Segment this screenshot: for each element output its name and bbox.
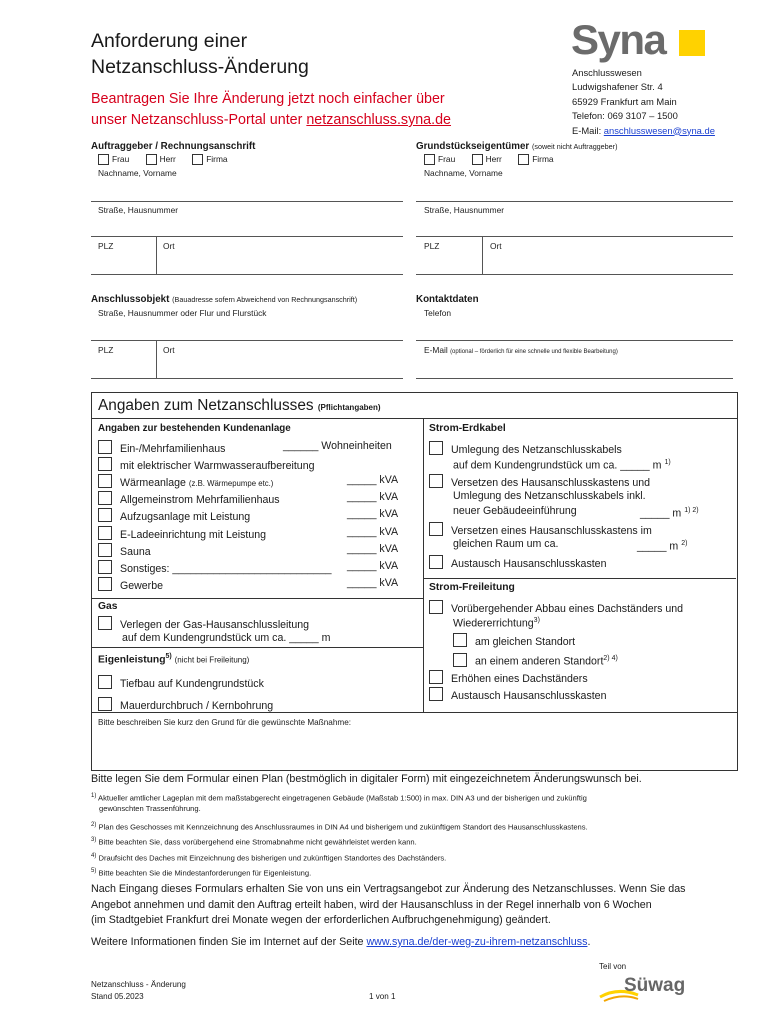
checkbox[interactable] [429,600,443,614]
checkbox[interactable] [98,577,112,591]
checkbox[interactable] [98,440,112,454]
divider [416,378,733,379]
footnote-3: $^{3)}$ Bitte beachten Sie, dass vorübergehend eine Stromabnahme nicht gewährleistet werden kann. [91,837,417,847]
checkbox[interactable] [98,543,112,557]
frei-gleicher-standort[interactable]: am gleichen Standort [453,633,575,649]
footnote-1-cont: gewünschten Trassenführung. [99,804,201,813]
footnote-1: $^{1)}$ Aktueller amtlicher Lageplan mit dem maßstabgerecht eingetragenen Gebäude (Maßstab 1:500) in max. DIN A3 und der bisherigen und zukünftig [91,793,587,803]
syna-logo [571,18,665,62]
gas-item-line2: auf dem Kundengrundstück um ca. _____ m [122,632,331,644]
email-field[interactable]: E-Mail (optional – förderlich für eine schnelle und flexible Bearbeitung) [424,345,618,355]
divider [91,340,403,341]
divider [91,236,403,237]
gas-item[interactable]: Verlegen der Gas-Hausanschlussleitung [98,616,309,632]
frei-abbau[interactable]: Vorübergehender Abbau eines Dachständers und [429,600,683,616]
checkbox[interactable] [429,670,443,684]
frei-anderer-standort[interactable]: an einem anderen Standort$^{2) 4)}$ [453,652,618,669]
name-field-right[interactable]: Nachname, Vorname [424,168,503,178]
footer-left: Netzanschluss - Änderung Stand 05.2023 [91,980,186,1001]
checkbox[interactable] [429,474,443,488]
divider [91,274,403,275]
ort-field-right[interactable]: Ort [490,241,502,251]
checkbox-herr[interactable] [146,154,157,165]
erd-hak-versetzen-line2: gleichen Raum um ca. [453,538,559,550]
item-allgemeinstrom[interactable]: Allgemeinstrom Mehrfamilienhaus [98,491,280,507]
ort-field-left[interactable]: Ort [163,241,175,251]
info-link[interactable]: www.syna.de/der-weg-zu-ihrem-netzanschluss [366,936,588,948]
checkbox[interactable] [429,522,443,536]
promo-text [91,89,451,131]
checkbox[interactable] [98,508,112,522]
checkbox-firma[interactable] [192,154,203,165]
erd-umlegung[interactable]: Umlegung des Netzanschlusskabels [429,441,622,457]
checkbox[interactable] [98,491,112,505]
footnote-4: $^{4)}$ Draufsicht des Daches mit Einzeichnung des bisherigen und zukünftigen Standortes des Dachständers. [91,853,447,863]
divider [91,378,403,379]
checkbox[interactable] [98,616,112,630]
erd-hak-versetzen[interactable]: Versetzen eines Hausanschlusskastens im [429,522,652,538]
item-aufzug[interactable]: Aufzugsanlage mit Leistung [98,508,250,524]
suewag-logo [598,973,698,1003]
checkbox-frau[interactable] [424,154,435,165]
checkbox[interactable] [453,653,467,667]
checkbox[interactable] [98,675,112,689]
street-field-left[interactable]: Straße, Hausnummer [98,205,179,215]
checkbox[interactable] [98,474,112,488]
divider [91,647,423,648]
frei-erhoehen[interactable]: Erhöhen eines Dachständers [429,670,588,686]
phone-field[interactable]: Telefon [424,308,452,318]
checkbox[interactable] [429,687,443,701]
title-line-1: Anforderung einer [91,30,248,52]
divider [91,201,403,202]
logo-wordmark: Syna [571,16,666,63]
checkbox[interactable] [429,441,443,455]
footnote-2: $^{2)}$ Plan des Geschosses mit Kennzeichnung des Anschlussraumes in DIN A4 und bisherigem und zukünftigem Standort des Hausanschlusskastens. [91,822,588,832]
unit-eladen: _____ kVA [347,526,399,538]
checkbox-frau[interactable] [98,154,109,165]
suewag-wordmark: Süwag [624,975,686,996]
teil-von: Teil von [599,962,627,971]
object-ort-field[interactable]: Ort [163,345,175,355]
divider [482,236,483,274]
gas-title: Gas [98,601,118,612]
unit-aufzug: _____ kVA [347,508,399,520]
plz-field-left[interactable]: PLZ [98,241,114,251]
checkbox[interactable] [98,560,112,574]
existing-title: Angaben zur bestehenden Kundenanlage [98,423,291,434]
unit-gewerbe: _____ kVA [347,577,399,589]
promo-line-1: Beantragen Sie Ihre Änderung jetzt noch einfacher über [91,91,445,107]
auftraggeber-title: Auftraggeber / Rechnungsanschrift [91,141,256,152]
divider [423,578,736,579]
checkbox-herr[interactable] [472,154,483,165]
object-title: Anschlussobjekt (Bauadresse sofern Abweichend von Rechnungsanschrift) [91,294,358,305]
salutation-options-right: Frau Herr Firma [424,154,568,165]
email-link[interactable]: anschlusswesen@syna.de [603,124,715,136]
logo-yellow-square [679,30,705,56]
page-title [91,28,309,80]
divider [423,418,424,712]
contact-title: Kontaktdaten [416,294,479,305]
checkbox-firma[interactable] [518,154,529,165]
item-waerme[interactable]: Wärmeanlage (z.B. Wärmepumpe etc.) [98,474,273,491]
checkbox[interactable] [429,555,443,569]
plz-field-right[interactable]: PLZ [424,241,440,251]
erd-versetzen-unit: _____ m $^{1) 2)}$ [640,507,699,520]
divider [156,236,157,274]
plan-note: Bitte legen Sie dem Formular einen Plan (bestmöglich in digitaler Form) mit eingezeichnetem Änderungswunsch bei. [91,773,642,785]
frei-austausch[interactable]: Austausch Hausanschlusskasten [429,687,606,703]
main-heading: Angaben zum Netzanschlusses (Pflichtangaben) [98,397,381,414]
divider [91,598,423,599]
erd-austausch[interactable]: Austausch Hausanschlusskasten [429,555,606,571]
footnote-5: $^{5)}$ Bitte beachten Sie die Mindestanforderungen für Eigenleistung. [91,868,312,878]
erd-versetzen-line2: Umlegung des Netzanschlusskabels inkl. [453,490,646,502]
checkbox[interactable] [453,633,467,647]
reason-field[interactable]: Bitte beschreiben Sie kurz den Grund für die gewünschte Maßnahme: [98,718,352,727]
divider [416,201,733,202]
offer-paragraph: Nach Eingang dieses Formulars erhalten Sie von uns ein Vertragsangebot zur Änderung des Netzanschlusses. Wenn Sie das Angebot annehmen und damit den Auftrag erteilt haben, wird der Hausanschluss in der Regel innerhalb von 6 Wochen (im Stadtgebiet Frankfurt drei Monate wegen der erforderlichen Aufbruchgenehmigung) geändert. [91,883,686,927]
street-field-right[interactable]: Straße, Hausnummer [424,205,505,215]
erd-versetzen[interactable]: Versetzen des Hausanschlusskastens und [429,474,650,490]
divider [91,418,737,419]
item-eladen[interactable]: E-Ladeeinrichtung mit Leistung [98,526,266,542]
item-sonstiges[interactable]: Sonstiges: ___________________________ [98,560,332,576]
salutation-options-left: Frau Herr Firma [98,154,242,165]
unit-allgemeinstrom: _____ kVA [347,491,399,503]
divider [156,340,157,378]
eigen-mauer[interactable]: Mauerdurchbruch / Kernbohrung [98,697,273,713]
object-street-field[interactable]: Straße, Hausnummer oder Flur und Flurstück [98,308,267,318]
item-sauna[interactable]: Sauna [98,543,151,559]
checkbox[interactable] [98,457,112,471]
sender-address: Anschlusswesen Ludwigshafener Str. 4 65929 Frankfurt am Main Telefon: 069 3107 – 1500 E-Mail: anschlusswesen@syna.de [572,67,715,136]
unit-waerme: _____ kVA [347,474,399,486]
info-paragraph: Weitere Informationen finden Sie im Internet auf der Seite www.syna.de/der-weg-zu-ihrem-netzanschluss. [91,936,591,948]
unit-sauna: _____ kVA [347,543,399,555]
unit-sonstiges: _____ kVA [347,560,399,572]
name-field-left[interactable]: Nachname, Vorname [98,168,177,178]
divider [416,340,733,341]
divider [416,236,733,237]
divider [416,274,733,275]
owner-title: Grundstückseigentümer (soweit nicht Auftraggeber) [416,141,618,152]
page-number: 1 von 1 [369,992,396,1001]
erdkabel-title: Strom-Erdkabel [429,423,506,434]
title-line-2: Netzanschluss-Änderung [91,56,309,78]
item-efh[interactable]: Ein-/Mehrfamilienhaus [98,440,225,456]
object-plz-field[interactable]: PLZ [98,345,114,355]
erd-hak-versetzen-unit: _____ m $^{2)}$ [637,540,688,553]
erd-versetzen-line3: neuer Gebäudeeinführung [453,505,577,517]
portal-link[interactable]: netzanschluss.syna.de [306,112,452,128]
eigenleistung-title: Eigenleistung$^{5)}$ (nicht bei Freileitung) [98,653,250,666]
frei-abbau-line2: Wiedererrichtung$^{3)}$ [453,617,540,630]
item-warmwasser[interactable]: mit elektrischer Warmwasseraufbereitung [98,457,314,473]
eigen-tiefbau[interactable]: Tiefbau auf Kundengrundstück [98,675,264,691]
erd-umlegung-line2: auf dem Kundengrundstück um ca. _____ m $^{1)}$ [453,459,671,472]
promo-line-2: unser Netzanschluss-Portal unter netzanschluss.syna.de [91,112,452,128]
freileitung-title: Strom-Freileitung [429,582,515,593]
item-gewerbe[interactable]: Gewerbe [98,577,163,593]
checkbox[interactable] [98,526,112,540]
checkbox[interactable] [98,697,112,711]
unit-efh: ______ Wohneinheiten [283,440,392,452]
